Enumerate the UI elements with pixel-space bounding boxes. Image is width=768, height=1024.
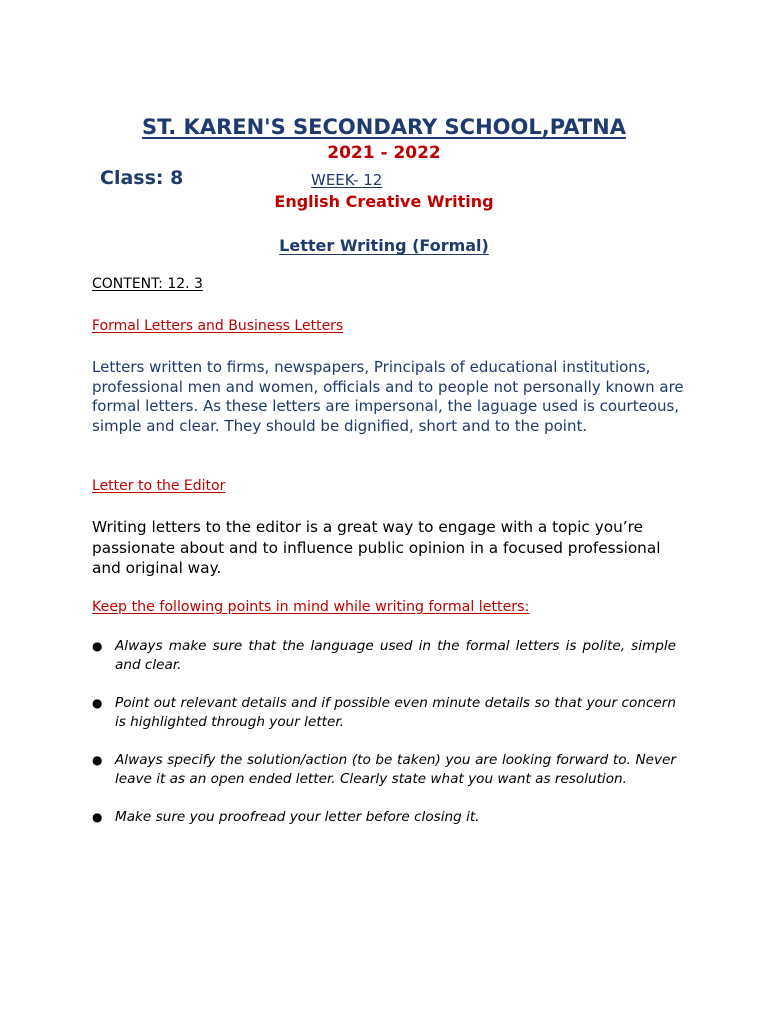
school-name: ST. KAREN'S SECONDARY SCHOOL,PATNA: [142, 115, 626, 139]
list-item: [92, 751, 676, 789]
editor-letter-paragraph: Writing letters to the editor is a great way to engage with a topic you’re passionate about and to influence public opinion in a focused professional and original way.: [92, 518, 661, 577]
formal-letters-paragraph: Letters written to firms, newspapers, Principals of educational institutions, professional men and women, officials and to people not personally known are formal letters. As these letters are impersonal, the laguage used is courteous, simple and clear. They should be dignified, short and to the point.: [92, 358, 684, 435]
bullet-icon: ●: [92, 696, 103, 710]
formal-letters-heading: Formal Letters and Business Letters: [92, 318, 344, 334]
bullet-icon: ●: [92, 753, 103, 767]
list-item: [92, 808, 676, 827]
academic-year: 2021 - 2022: [327, 143, 441, 163]
topic-title: Letter Writing (Formal): [279, 236, 489, 255]
editor-letter-heading: Letter to the Editor: [92, 478, 226, 494]
bullet-icon: ●: [92, 810, 103, 824]
content-reference: CONTENT: 12. 3: [92, 276, 203, 292]
point-text: Always make sure that the language used in the formal letters is polite, simple and clear.: [115, 638, 676, 673]
points-list: [92, 637, 676, 846]
list-item: [92, 694, 676, 732]
points-heading: Keep the following points in mind while writing formal letters:: [92, 599, 530, 615]
subject-title: English Creative Writing: [274, 192, 494, 211]
week-label: WEEK- 12: [311, 171, 383, 189]
point-text: Always specify the solution/action (to be taken) you are looking forward to. Never leave it as an open ended letter. Clearly state what you want as resolution.: [115, 752, 676, 787]
point-text: Point out relevant details and if possible even minute details so that your concern is highlighted through your letter.: [115, 695, 676, 730]
class-label: Class: 8: [100, 167, 184, 189]
list-item: [92, 637, 676, 675]
bullet-icon: ●: [92, 639, 103, 653]
point-text: Make sure you proofread your letter before closing it.: [115, 809, 480, 825]
